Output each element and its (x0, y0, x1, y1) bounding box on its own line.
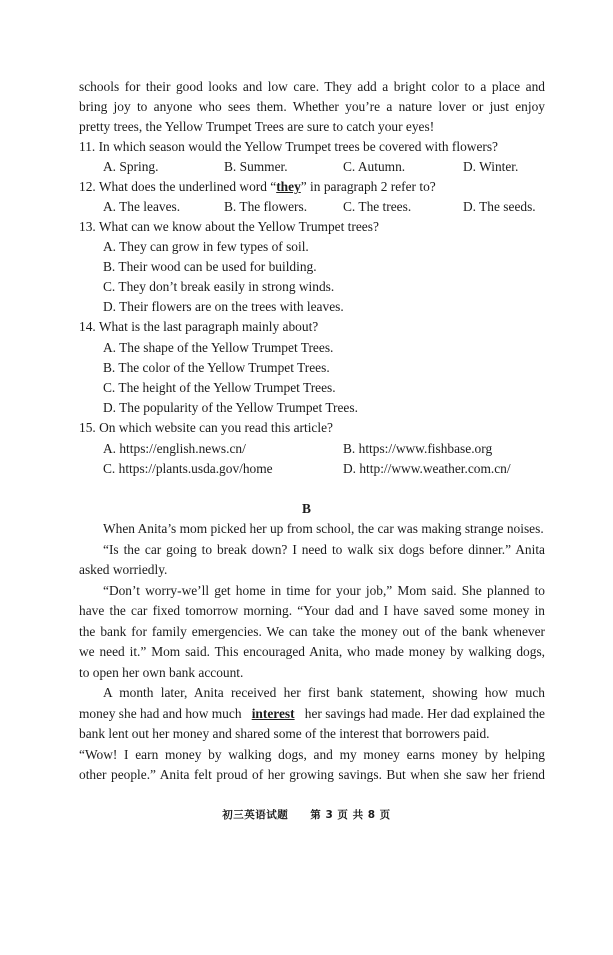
question-12-stem-before: 12. What does the underlined word “ (79, 179, 277, 194)
passage-a-line-2: bring joy to anyone who sees them. Whether you’re a nature lover or just enjoy (79, 99, 545, 114)
question-15-option-d: D. http://www.weather.com.cn/ (343, 461, 511, 476)
question-14-option-c: C. The height of the Yellow Trumpet Trees. (103, 380, 336, 395)
section-b-line-8: to open her own bank account. (79, 665, 244, 680)
page-footer: 初三英语试题 第 3 页 共 8 页 (222, 809, 391, 821)
question-13-option-c: C. They don’t break easily in strong winds. (103, 279, 335, 294)
section-b-line-11: bank lent out her money and shared some of the interest that borrowers paid. (79, 726, 490, 741)
section-b-line-10 (79, 705, 545, 723)
question-12-option-d: D. The seeds. (463, 199, 536, 214)
section-b-line-2: “Is the car going to break down? I need to walk six dogs before dinner.” Anita (103, 542, 545, 557)
passage-a-line-1: schools for their good looks and low care. They add a bright color to a place and (79, 79, 545, 94)
section-b-line-7: we need it.” Mom said. This encouraged Anita, who made money by walking dogs, (79, 644, 545, 659)
question-13-option-a: A. They can grow in few types of soil. (103, 239, 309, 254)
question-14-option-b: B. The color of the Yellow Trumpet Trees. (103, 360, 330, 375)
question-15-option-c: C. https://plants.usda.gov/home (103, 461, 273, 476)
section-b-line-3: asked worriedly. (79, 562, 168, 577)
question-11-option-b: B. Summer. (224, 159, 288, 174)
section-b-heading: B (302, 501, 311, 516)
question-14-stem: 14. What is the last paragraph mainly about? (79, 319, 319, 334)
underlined-word-they: they (276, 179, 301, 194)
question-15-stem: 15. On which website can you read this article? (79, 420, 333, 435)
question-15-option-b: B. https://www.fishbase.org (343, 441, 493, 456)
question-12-stem (79, 178, 436, 196)
section-b-line-13: other people.” Anita felt proud of her growing savings. But when she saw her friend (79, 767, 545, 782)
section-b-line-12: “Wow! I earn money by walking dogs, and my money earns money by helping (79, 747, 545, 762)
question-11-option-c: C. Autumn. (343, 159, 406, 174)
question-11-option-a: A. Spring. (103, 159, 159, 174)
question-13-option-d: D. Their flowers are on the trees with leaves. (103, 299, 344, 314)
section-b-line-1: When Anita’s mom picked her up from school, the car was making strange noises. (103, 521, 544, 536)
question-13-stem: 13. What can we know about the Yellow Trumpet trees? (79, 219, 379, 234)
section-b-line-10-before: money she had and how much (79, 706, 242, 721)
underlined-word-interest: interest (251, 706, 295, 721)
question-12-option-c: C. The trees. (343, 199, 412, 214)
passage-a-line-3: pretty trees, the Yellow Trumpet Trees are sure to catch your eyes! (79, 119, 435, 134)
section-b-line-6: the bank for family emergencies. We can take the money out of the bank whenever (79, 624, 545, 639)
question-12-stem-after: ” in paragraph 2 refer to? (300, 179, 436, 194)
question-14-option-a: A. The shape of the Yellow Trumpet Trees. (103, 340, 334, 355)
question-12-option-a: A. The leaves. (103, 199, 181, 214)
question-11-option-d: D. Winter. (463, 159, 519, 174)
question-13-option-b: B. Their wood can be used for building. (103, 259, 317, 274)
question-15-option-a: A. https://english.news.cn/ (103, 441, 246, 456)
section-b-line-10-after: her savings had made. Her dad explained the (304, 706, 545, 721)
question-12-option-b: B. The flowers. (224, 199, 308, 214)
question-14-option-d: D. The popularity of the Yellow Trumpet Trees. (103, 400, 358, 415)
section-b-line-4: “Don’t worry-we’ll get home in time for your job,” Mom said. She planned to (103, 583, 545, 598)
section-b-line-5: have the car fixed tomorrow morning. “Your dad and I have saved some money in (79, 603, 545, 618)
section-b-line-9: A month later, Anita received her first bank statement, showing how much (103, 685, 545, 700)
question-11-stem: 11. In which season would the Yellow Trumpet trees be covered with flowers? (79, 139, 499, 154)
